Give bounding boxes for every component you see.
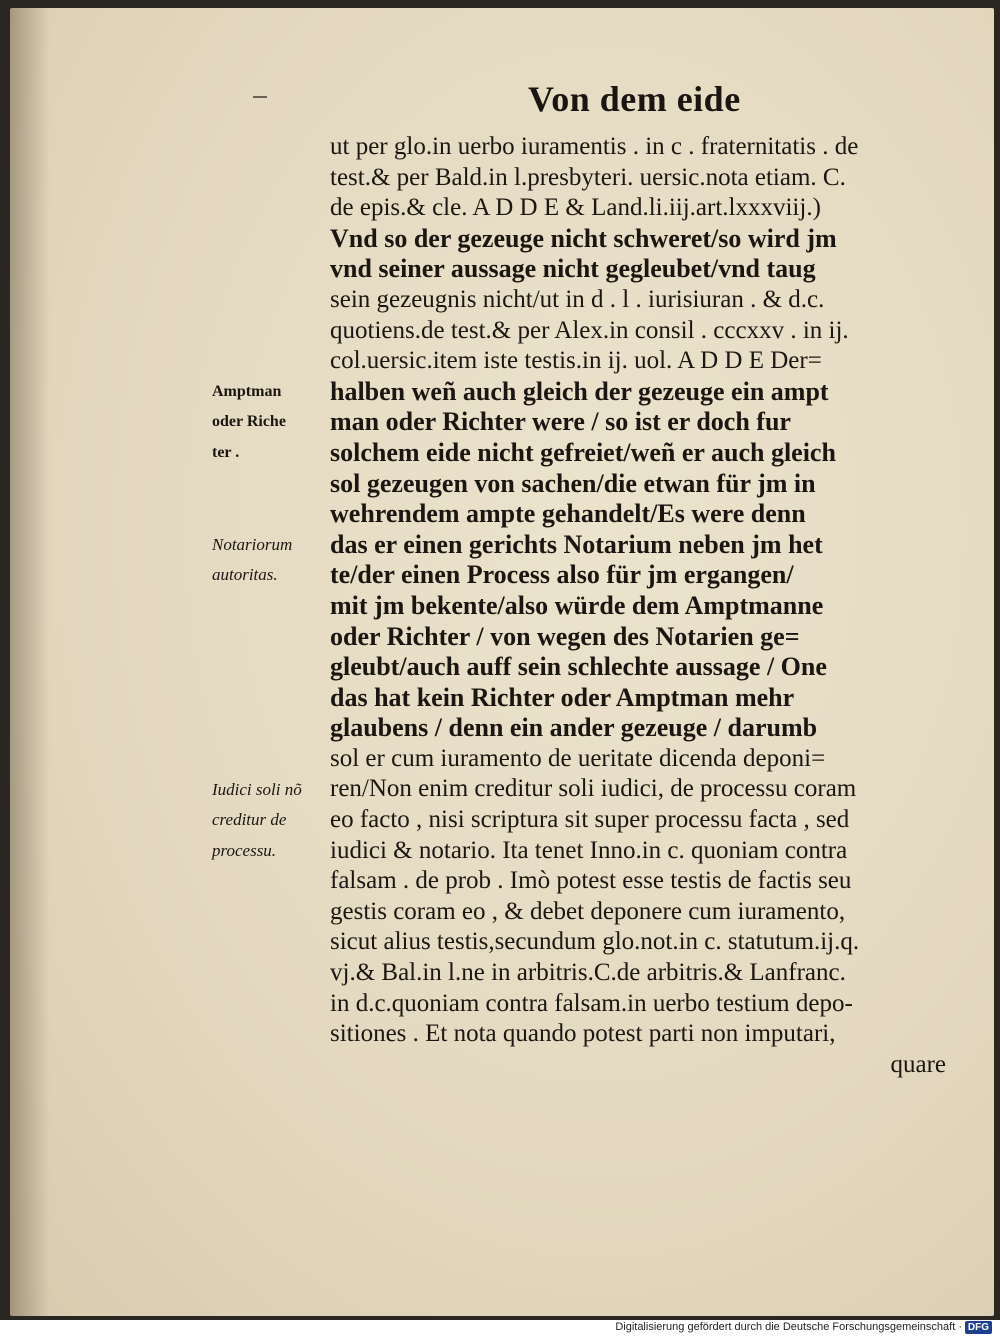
text-line: sicut alius testis,secundum glo.not.in c. statutum.ij.q. bbox=[330, 928, 860, 956]
catchword: quare bbox=[890, 1050, 946, 1078]
text-line: vj.& Bal.in l.ne in arbitris.C.de arbitris.& Lanfranc. bbox=[330, 959, 846, 987]
text-line: man oder Richter were / so ist er doch fur bbox=[330, 407, 791, 437]
text-line: sitiones . Et nota quando potest parti non imputari, bbox=[330, 1020, 836, 1048]
text-line: mit jm bekente/also würde dem Amptmanne bbox=[330, 590, 824, 620]
text-line: col.uersic.item iste testis.in ij. uol. A D D E Der= bbox=[330, 347, 822, 375]
text-line: sein gezeugnis nicht/ut in d . l . iurisiuran . & d.c. bbox=[330, 285, 825, 313]
text-line: ut per glo.in uerbo iuramentis . in c . fraternitatis . de bbox=[330, 133, 859, 160]
footer-credit: Digitalisierung gefördert durch die Deutsche Forschungsgemeinschaft · bbox=[615, 1321, 962, 1333]
text-line: das hat kein Richter oder Amptman mehr bbox=[330, 682, 795, 712]
marginal-note bbox=[212, 530, 330, 591]
text-line: in d.c.quoniam contra falsam.in uerbo testium depo- bbox=[330, 989, 853, 1017]
text-line: oder Richter / von wegen des Notarien ge= bbox=[330, 621, 800, 651]
marginal-note-line: processu. bbox=[212, 840, 277, 860]
marginal-note-line: creditur de bbox=[212, 810, 287, 830]
text-line: das er einen gerichts Notarium neben jm het bbox=[330, 529, 823, 559]
text-line: vnd seiner aussage nicht gegleubet/vnd taug bbox=[330, 254, 816, 284]
dfg-logo: DFG bbox=[965, 1321, 992, 1334]
body-text bbox=[330, 132, 946, 1080]
text-line: Vnd so der gezeuge nicht schweret/so wird jm bbox=[330, 223, 837, 253]
marginal-note-line: autoritas. bbox=[212, 565, 278, 585]
text-line: solchem eide nicht gefreiet/weñ er auch gleich bbox=[330, 437, 836, 467]
text-line: gleubt/auch auff sein schlechte aussage / One bbox=[330, 652, 827, 682]
marginal-note-line: Notariorum bbox=[212, 534, 293, 554]
text-line: de epis.& cle. A D D E & Land.li.iij.art.lxxxviij.) bbox=[330, 194, 821, 222]
text-line: ren/Non enim creditur soli iudici, de processu coram bbox=[330, 775, 857, 803]
head-dash bbox=[253, 96, 267, 98]
text-line: sol er cum iuramento de ueritate dicenda deponi= bbox=[330, 744, 826, 772]
text-line: falsam . de prob . Imò potest esse testis de factis seu bbox=[330, 867, 852, 895]
text-line: glaubens / denn ein ander gezeuge / darumb bbox=[330, 713, 818, 743]
marginal-note-line: ter . bbox=[212, 443, 240, 461]
text-line: eo facto , nisi scriptura sit super processu facta , sed bbox=[330, 806, 850, 834]
gutter-shadow bbox=[10, 8, 50, 1316]
running-head: Von dem eide bbox=[528, 79, 741, 119]
text-line: test.& per Bald.in l.presbyteri. uersic.nota etiam. C. bbox=[330, 163, 846, 191]
text-line: quotiens.de test.& per Alex.in consil . cccxxv . in ij. bbox=[330, 316, 849, 344]
marginal-note-line: oder Riche bbox=[212, 413, 286, 431]
marginal-note-line: Iudici soli nõ bbox=[212, 779, 302, 799]
marginal-note bbox=[212, 377, 330, 469]
text-line: sol gezeugen von sachen/die etwan für jm in bbox=[330, 468, 816, 498]
text-line: halben weñ auch gleich der gezeuge ein ampt bbox=[330, 376, 829, 406]
text-line: te/der einen Process also für jm ergangen/ bbox=[330, 560, 794, 590]
text-line: wehrendem ampte gehandelt/Es were denn bbox=[330, 499, 806, 529]
marginal-note-line: Amptman bbox=[212, 382, 282, 400]
text-line: gestis coram eo , & debet deponere cum iuramento, bbox=[330, 897, 846, 925]
text-line: iudici & notario. Ita tenet Inno.in c. quoniam contra bbox=[330, 836, 848, 864]
marginal-note bbox=[212, 775, 330, 867]
